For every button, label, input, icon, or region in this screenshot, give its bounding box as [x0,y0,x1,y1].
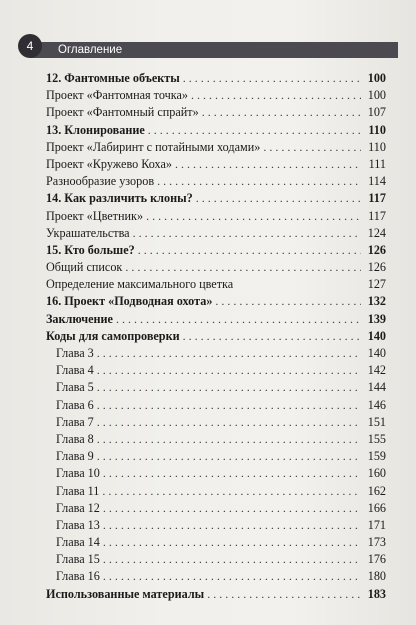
toc-entry-page: 155 [367,431,386,446]
toc-entry-title: Глава 14 [56,535,100,550]
toc-entry-page: 110 [368,139,386,154]
toc-entry[interactable] [46,431,386,448]
toc-entry-page: 126 [367,242,386,257]
toc-leader-dots [97,448,361,465]
toc-entry[interactable] [46,397,386,414]
toc-entry[interactable] [46,70,386,87]
toc-leader-dots [183,70,361,87]
toc-leader-dots [263,139,361,156]
toc-leader-dots [116,311,361,328]
toc-entry[interactable] [46,551,386,568]
toc-leader-dots [125,259,361,276]
toc-entry-title: Проект «Цветник» [46,208,144,223]
toc-leader-dots [191,87,361,104]
toc-entry-page: 159 [367,449,386,464]
toc-entry-title: Глава 11 [56,483,100,498]
toc-entry-title: Глава 6 [56,397,94,412]
toc-entry-title: Глава 7 [56,414,94,429]
toc-leader-dots [97,397,361,414]
toc-entry-page: 110 [368,122,386,137]
toc-entry-page: 160 [367,466,386,481]
toc-entry-page: 139 [367,311,386,326]
toc-entry-page: 100 [367,88,386,103]
toc-entry[interactable] [46,311,386,328]
toc-leader-dots [157,173,361,190]
toc-entry[interactable] [46,328,386,345]
toc-entry[interactable] [46,414,386,431]
toc-entry-page: 140 [367,346,386,360]
toc-entry-title: Глава 9 [56,449,94,464]
toc-leader-dots [196,190,361,207]
toc-entry[interactable] [46,483,386,500]
toc-entry-page: 142 [367,363,386,378]
toc-entry-page: 114 [368,174,386,189]
toc-entry-page: 183 [367,586,386,601]
toc-entry-page: 173 [367,535,386,550]
toc-leader-dots [183,328,361,345]
toc-entry-title: 14. Как различить клоны? [46,191,193,206]
toc-entry[interactable] [46,122,386,139]
toc-entry[interactable] [46,87,386,104]
toc-entry-page: 151 [367,414,386,429]
toc-leader-dots [103,465,361,482]
toc-entry-title: Использованные материалы [46,586,205,601]
toc-entry-page: 180 [367,569,386,584]
toc-entry[interactable] [46,362,386,379]
toc-entry[interactable] [46,586,386,603]
toc-entry-title: Определение максимального цветка [46,277,234,292]
toc-entry-page: 117 [368,208,386,223]
toc-entry[interactable] [46,379,386,396]
toc-entry-title: Коды для самопроверки [46,328,180,343]
toc-entry-title: Проект «Фантомный спрайт» [46,105,199,120]
table-of-contents [46,70,386,603]
toc-entry[interactable] [46,345,386,362]
toc-entry-page: 166 [367,500,386,515]
toc-entry[interactable] [46,293,386,310]
toc-entry-title: 15. Кто больше? [46,242,135,257]
toc-entry-page: 111 [368,156,386,171]
toc-entry-page: 146 [367,397,386,412]
toc-leader-dots [202,104,361,121]
toc-leader-dots [215,293,361,310]
toc-leader-dots [207,586,361,603]
toc-entry-page: 107 [367,105,386,120]
toc-leader-dots [97,414,361,431]
toc-leader-dots [138,242,361,259]
header-title: Оглавление [58,44,123,56]
toc-entry[interactable] [46,568,386,585]
toc-leader-dots [103,517,361,534]
toc-leader-dots [148,122,361,139]
toc-entry-title: Украшательства [46,225,130,240]
toc-entry-page: 140 [367,328,386,343]
toc-entry[interactable] [46,225,386,242]
page-number: 4 [18,34,42,58]
toc-entry[interactable] [46,465,386,482]
toc-entry[interactable] [46,534,386,551]
toc-entry-title: Глава 4 [56,363,94,378]
toc-entry-page: 117 [368,191,386,206]
toc-leader-dots [102,483,361,500]
toc-entry-title: Общий список [46,260,123,275]
toc-entry-title: Глава 3 [56,346,94,360]
toc-entry[interactable] [46,173,386,190]
toc-leader-dots [103,568,361,585]
toc-entry-title: Проект «Кружево Коха» [46,156,172,171]
toc-leader-dots [146,208,361,225]
toc-entry-title: Глава 5 [56,380,94,395]
toc-entry-title: Разнообразие узоров [46,174,155,189]
toc-entry-page: 126 [367,260,386,275]
toc-leader-dots [97,379,361,396]
toc-entry-page: 100 [367,71,386,85]
toc-entry-page: 162 [367,483,386,498]
toc-entry-title: Глава 16 [56,569,100,584]
toc-entry-page: 171 [367,517,386,532]
toc-entry-page: 127 [367,277,386,292]
toc-entry-title: Проект «Лабиринт с потайными ходами» [46,139,261,154]
toc-entry-title: Глава 10 [56,466,100,481]
toc-entry-title: Глава 8 [56,431,94,446]
toc-leader-dots [133,225,361,242]
toc-entry[interactable] [46,104,386,121]
toc-entry[interactable] [46,448,386,465]
toc-entry[interactable] [46,276,386,293]
toc-entry[interactable] [46,190,386,207]
toc-entry[interactable] [46,259,386,276]
toc-entry-page: 144 [367,380,386,395]
toc-entry[interactable] [46,242,386,259]
toc-entry-title: 13. Клонирование [46,122,145,137]
toc-entry[interactable] [46,139,386,156]
toc-leader-dots [103,551,361,568]
toc-entry[interactable] [46,156,386,173]
toc-entry-title: Проект «Фантомная точка» [46,88,188,103]
toc-entry-page: 176 [367,552,386,567]
toc-leader-dots [97,431,361,448]
toc-entry-title: Глава 13 [56,517,100,532]
toc-leader-dots [97,362,361,379]
page-header [18,34,398,58]
toc-leader-dots [103,500,361,517]
toc-leader-dots [103,534,361,551]
toc-leader-dots [97,345,361,362]
toc-entry[interactable] [46,500,386,517]
toc-entry-page: 132 [367,294,386,309]
toc-entry[interactable] [46,517,386,534]
toc-entry-title: Глава 12 [56,500,100,515]
toc-entry-title: 16. Проект «Подводная охота» [46,294,213,309]
toc-entry-title: Заключение [46,311,113,326]
toc-leader-dots [175,156,361,173]
toc-entry-title: Глава 15 [56,552,100,567]
toc-entry[interactable] [46,208,386,225]
toc-entry-page: 124 [367,225,386,240]
toc-entry-title: 12. Фантомные объекты [46,71,180,85]
